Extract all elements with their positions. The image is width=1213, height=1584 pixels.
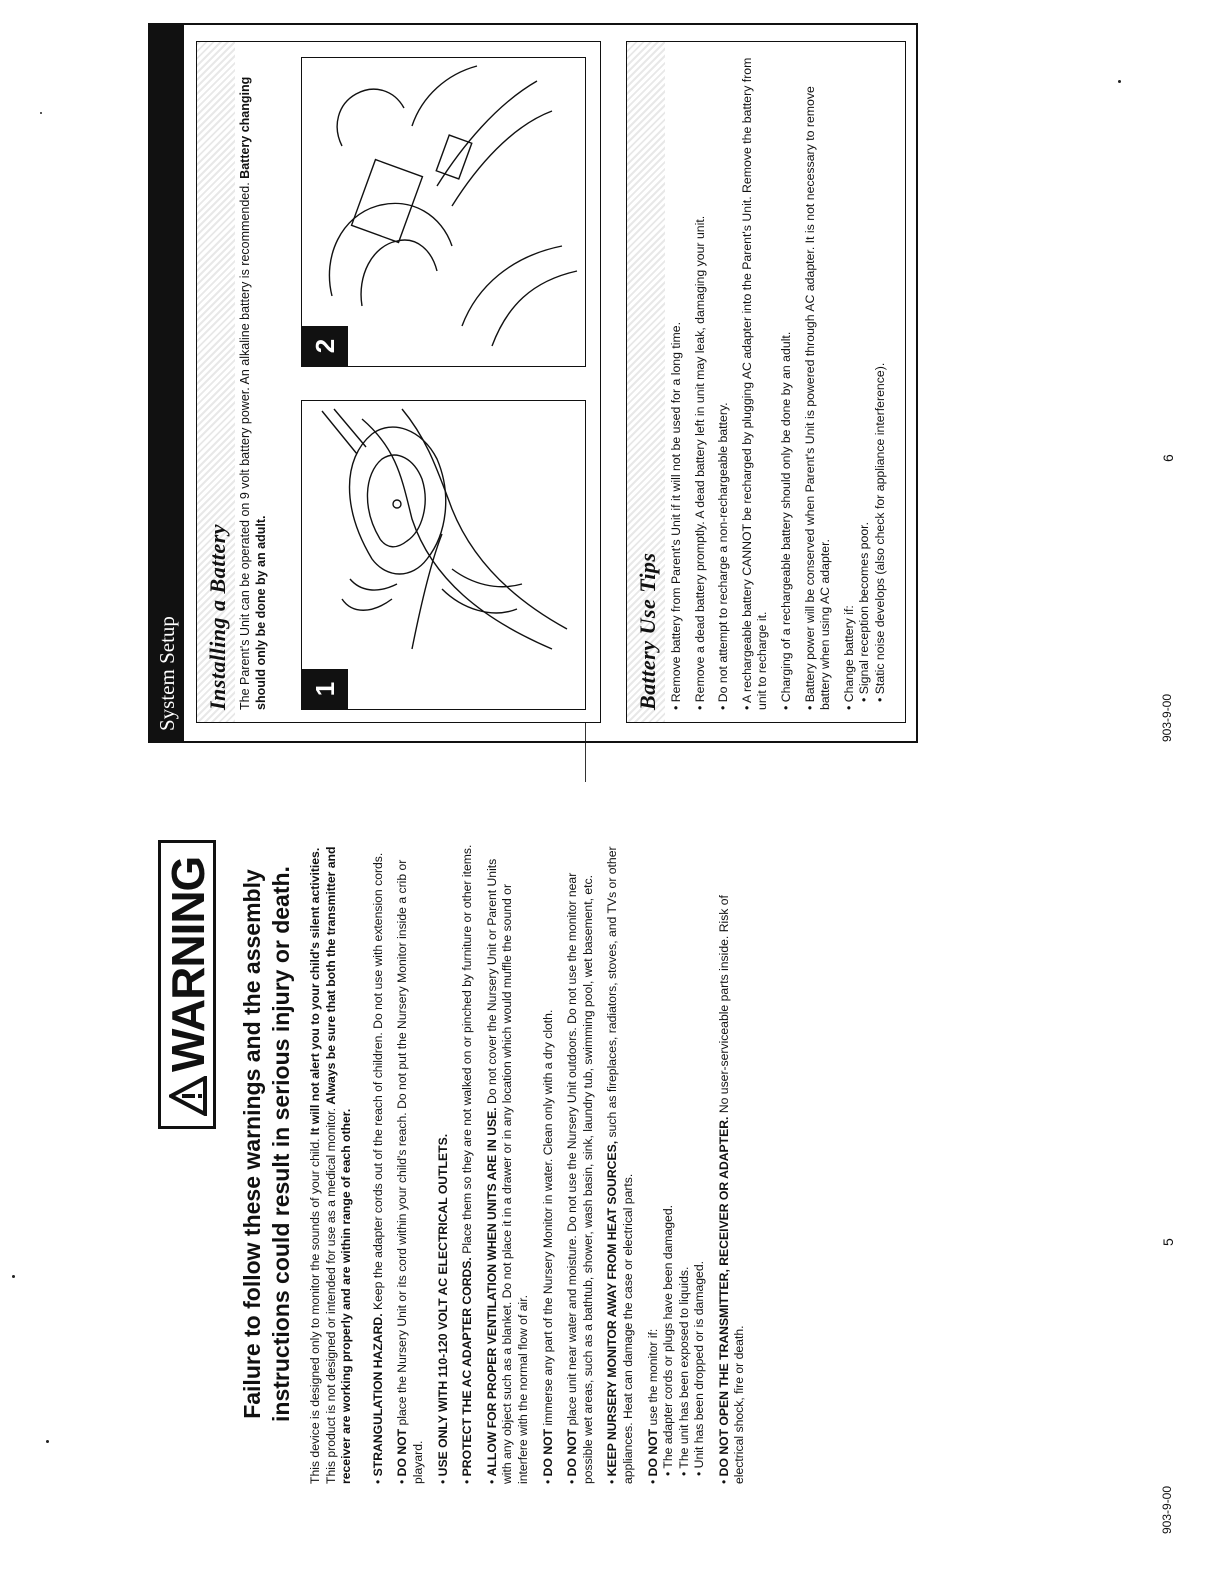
intro-bold-2: Always be sure that both the transmitter and receiver are working properly and are within range of each other. (323, 846, 354, 1484)
warning-item: • DO NOT place the Nursery Unit or its cord within your child's reach. Do not put the Nursery Monitor inside a crib or playard. (395, 859, 425, 1484)
do-not-use-item: • DO NOT use the monitor if: • The adapter cords or plugs have been damaged. • The unit has been exposed to liquids. • Unit has been dropped or is damaged. (646, 844, 708, 1484)
intro-paragraph (308, 844, 355, 1484)
section-title: Battery Use Tips (635, 552, 660, 710)
step-number: 2 (302, 326, 348, 366)
warning-text: Place them so they are not walked on or pinched by furniture or other items. (460, 844, 475, 1254)
installing-battery-section (196, 41, 601, 723)
intro-text-2: This product is not designed or intended for use as a medical monitor. (323, 1108, 338, 1484)
tip-text: A rechargeable battery CANNOT be recharged by plugging AC adapter into the Parent's Unit. Remove the battery from unit to recharge it. (739, 57, 770, 710)
warning-text: Keep the adapter cords out of the reach of children. Do not use with extension cords. (370, 852, 385, 1311)
warning-item: • DO NOT place unit near water and moisture. Do not use the Nursery Unit outdoors. Do not use the monitor near possible wet areas, such as a bathtub, shower, wash basin, sink, laundry tub, swimming pool, wet basement, etc. (565, 872, 595, 1484)
tip-item: • Remove battery from Parent's Unit if it will not be used for a long time. (669, 321, 683, 710)
page-number: 6 (1160, 454, 1176, 462)
insert-battery-illustration (302, 56, 587, 366)
warning-item: • STRANGULATION HAZARD. Keep the adapter cords out of the reach of children. Do not use with extension cords. (370, 852, 385, 1484)
warning-lead: DO NOT OPEN THE TRANSMITTER, RECEIVER OR ADAPTER. (716, 1116, 731, 1477)
warning-text: place unit near water and moisture. Do not use the Nursery Unit outdoors. Do not use the monitor near possible wet areas, such as a bathtub, shower, wash basin, sink, laundry tub, swimming pool, wet basement, etc. (565, 872, 595, 1484)
warning-sign (158, 840, 216, 1129)
sub-item: • Static noise develops (also check for appliance interference). (872, 362, 887, 702)
install-paragraph (237, 54, 269, 710)
warning-label: WARNING (162, 856, 214, 1072)
tip-text: Do not attempt to recharge a non-rechargeable battery. (716, 402, 731, 703)
sub-item: • Unit has been dropped or is damaged. (692, 1261, 707, 1476)
tip-item: • Remove a dead battery promptly. A dead battery left in unit may leak, damaging your unit. (692, 215, 707, 710)
tip-text: Charging of a rechargeable battery should only be done by an adult. (778, 331, 793, 703)
scan-speck (12, 1275, 15, 1278)
tip-text: Battery power will be conserved when Parent's Unit is powered through AC adapter. It is not necessary to remove battery when using AC adapter. (802, 86, 833, 710)
warning-body (308, 844, 757, 1484)
tip-text: Remove a dead battery promptly. A dead battery left in unit may leak, damaging your unit. (692, 215, 707, 703)
warning-text: place the Nursery Unit or its cord within your child's reach. Do not put the Nursery Monitor inside a crib or playard. (395, 859, 425, 1484)
step-number: 1 (302, 669, 348, 709)
warning-text: such as fireplaces, radiators, stoves, and TVs or other appliances. Heat can damage the case or electrical parts. (605, 846, 635, 1484)
warning-headline (238, 834, 296, 1454)
warning-item: • DO NOT immerse any part of the Nursery Monitor in water. Clean only with a dry cloth. (540, 1009, 555, 1484)
tip-text: Remove battery from Parent's Unit if it will not be used for a long time. (669, 321, 683, 703)
system-setup-frame (148, 23, 918, 743)
headline-line-1: Failure to follow these warnings and the assembly (239, 869, 265, 1419)
warning-lead: STRANGULATION HAZARD. (370, 1313, 385, 1477)
date-code: 903-9-00 (1160, 693, 1174, 742)
date-code: 903-9-00 (1160, 1485, 1174, 1534)
sub-item: • The unit has been exposed to liquids. (676, 1266, 691, 1476)
warning-text: Do not cover the Nursery Unit or Parent Units with any object such as a blanket. Do not place it in a drawer or in any location which would muffle the sound or interfere with the normal flow of air. (484, 858, 530, 1484)
section-title: Installing a Battery (205, 523, 230, 710)
warning-lead: DO NOT (565, 1428, 580, 1477)
sub-item-text: Signal reception becomes poor. (857, 522, 872, 695)
step-2-illustration (301, 57, 586, 367)
warning-text: No user-serviceable parts inside. Risk of electrical shock, fire or death. (716, 895, 747, 1484)
tip-item: • Battery power will be conserved when Parent's Unit is powered through AC adapter. It is not necessary to remove battery when using AC adapter. (802, 86, 833, 710)
sub-item: • Signal reception becomes poor. (857, 522, 872, 702)
warning-item: • PROTECT THE AC ADAPTER CORDS. Place them so they are not walked on or pinched by furniture or other items. (460, 844, 475, 1484)
sub-item-text: The adapter cords or plugs have been damaged. (661, 1205, 676, 1469)
tip-item: • Change battery if: • Signal reception becomes poor. • Static noise develops (also check for appliance interference). (842, 54, 889, 710)
warning-lead: ALLOW FOR PROPER VENTILATION WHEN UNITS ARE IN USE. (484, 1107, 499, 1477)
warning-item: • KEEP NURSERY MONITOR AWAY FROM HEAT SOURCES, such as fireplaces, radiators, stoves, and TVs or other appliances. Heat can damage the case or electrical parts. (605, 846, 635, 1484)
battery-use-tips-section (626, 41, 906, 723)
headline-line-2: instructions could result in serious injury or death. (268, 866, 294, 1422)
warning-text: use the monitor if: (645, 1328, 660, 1426)
warning-lead: KEEP NURSERY MONITOR AWAY FROM HEAT SOURCES, (605, 1140, 620, 1477)
intro-text-1: This device is designed only to monitor the sounds of your child. (308, 1138, 322, 1484)
tips-list (669, 54, 889, 710)
scan-speck (1118, 80, 1121, 83)
install-text: The Parent's Unit can be operated on 9 volt battery power. An alkaline battery is recommended. (238, 182, 252, 710)
warning-page (0, 792, 1213, 1584)
warning-text: immerse any part of the Nursery Monitor in water. Clean only with a dry cloth. (540, 1009, 555, 1426)
scan-speck (40, 112, 42, 114)
warning-lead: PROTECT THE AC ADAPTER CORDS. (460, 1257, 475, 1477)
install-bold: Battery changing should only be done by an adult. (238, 76, 268, 710)
tip-item: • Do not attempt to recharge a non-rechargeable battery. (716, 402, 731, 710)
warning-item: • USE ONLY WITH 110-120 VOLT AC ELECTRICAL OUTLETS. (435, 1133, 450, 1484)
sub-item-text: The unit has been exposed to liquids. (676, 1266, 691, 1469)
open-battery-door-illustration (302, 399, 587, 709)
warning-triangle-icon (169, 1076, 207, 1116)
page-number: 5 (1160, 1238, 1176, 1246)
sub-item-text: Unit has been dropped or is damaged. (692, 1261, 707, 1469)
step-1-illustration (301, 400, 586, 710)
section-header: System Setup (150, 25, 184, 741)
warning-item: • ALLOW FOR PROPER VENTILATION WHEN UNITS ARE IN USE. Do not cover the Nursery Unit or Parent Units with any object such as a blanket. Do not place it in a drawer or in any location which would muffle the sound or interfere with the normal flow of air. (484, 858, 530, 1484)
sub-item-text: Static noise develops (also check for appliance interference). (872, 362, 887, 695)
warning-item: • DO NOT OPEN THE TRANSMITTER, RECEIVER OR ADAPTER. No user-serviceable parts inside. Risk of electrical shock, fire or death. (716, 895, 747, 1484)
intro-bold-1: It will not alert you to your child's silent activities. (308, 847, 322, 1136)
warning-lead: USE ONLY WITH 110-120 VOLT AC ELECTRICAL OUTLETS. (435, 1133, 450, 1477)
tip-item: • A rechargeable battery CANNOT be recharged by plugging AC adapter into the Parent's Unit. Remove the battery from unit to recharge it. (739, 57, 770, 710)
sub-item: • The adapter cords or plugs have been damaged. (661, 1205, 676, 1476)
tip-text: Change battery if: (841, 605, 856, 703)
tip-item: • Charging of a rechargeable battery should only be done by an adult. (778, 331, 793, 710)
warning-lead: DO NOT (540, 1428, 555, 1477)
scan-speck (46, 1440, 49, 1443)
warning-lead: DO NOT (645, 1428, 660, 1477)
warning-lead: DO NOT (395, 1428, 410, 1477)
